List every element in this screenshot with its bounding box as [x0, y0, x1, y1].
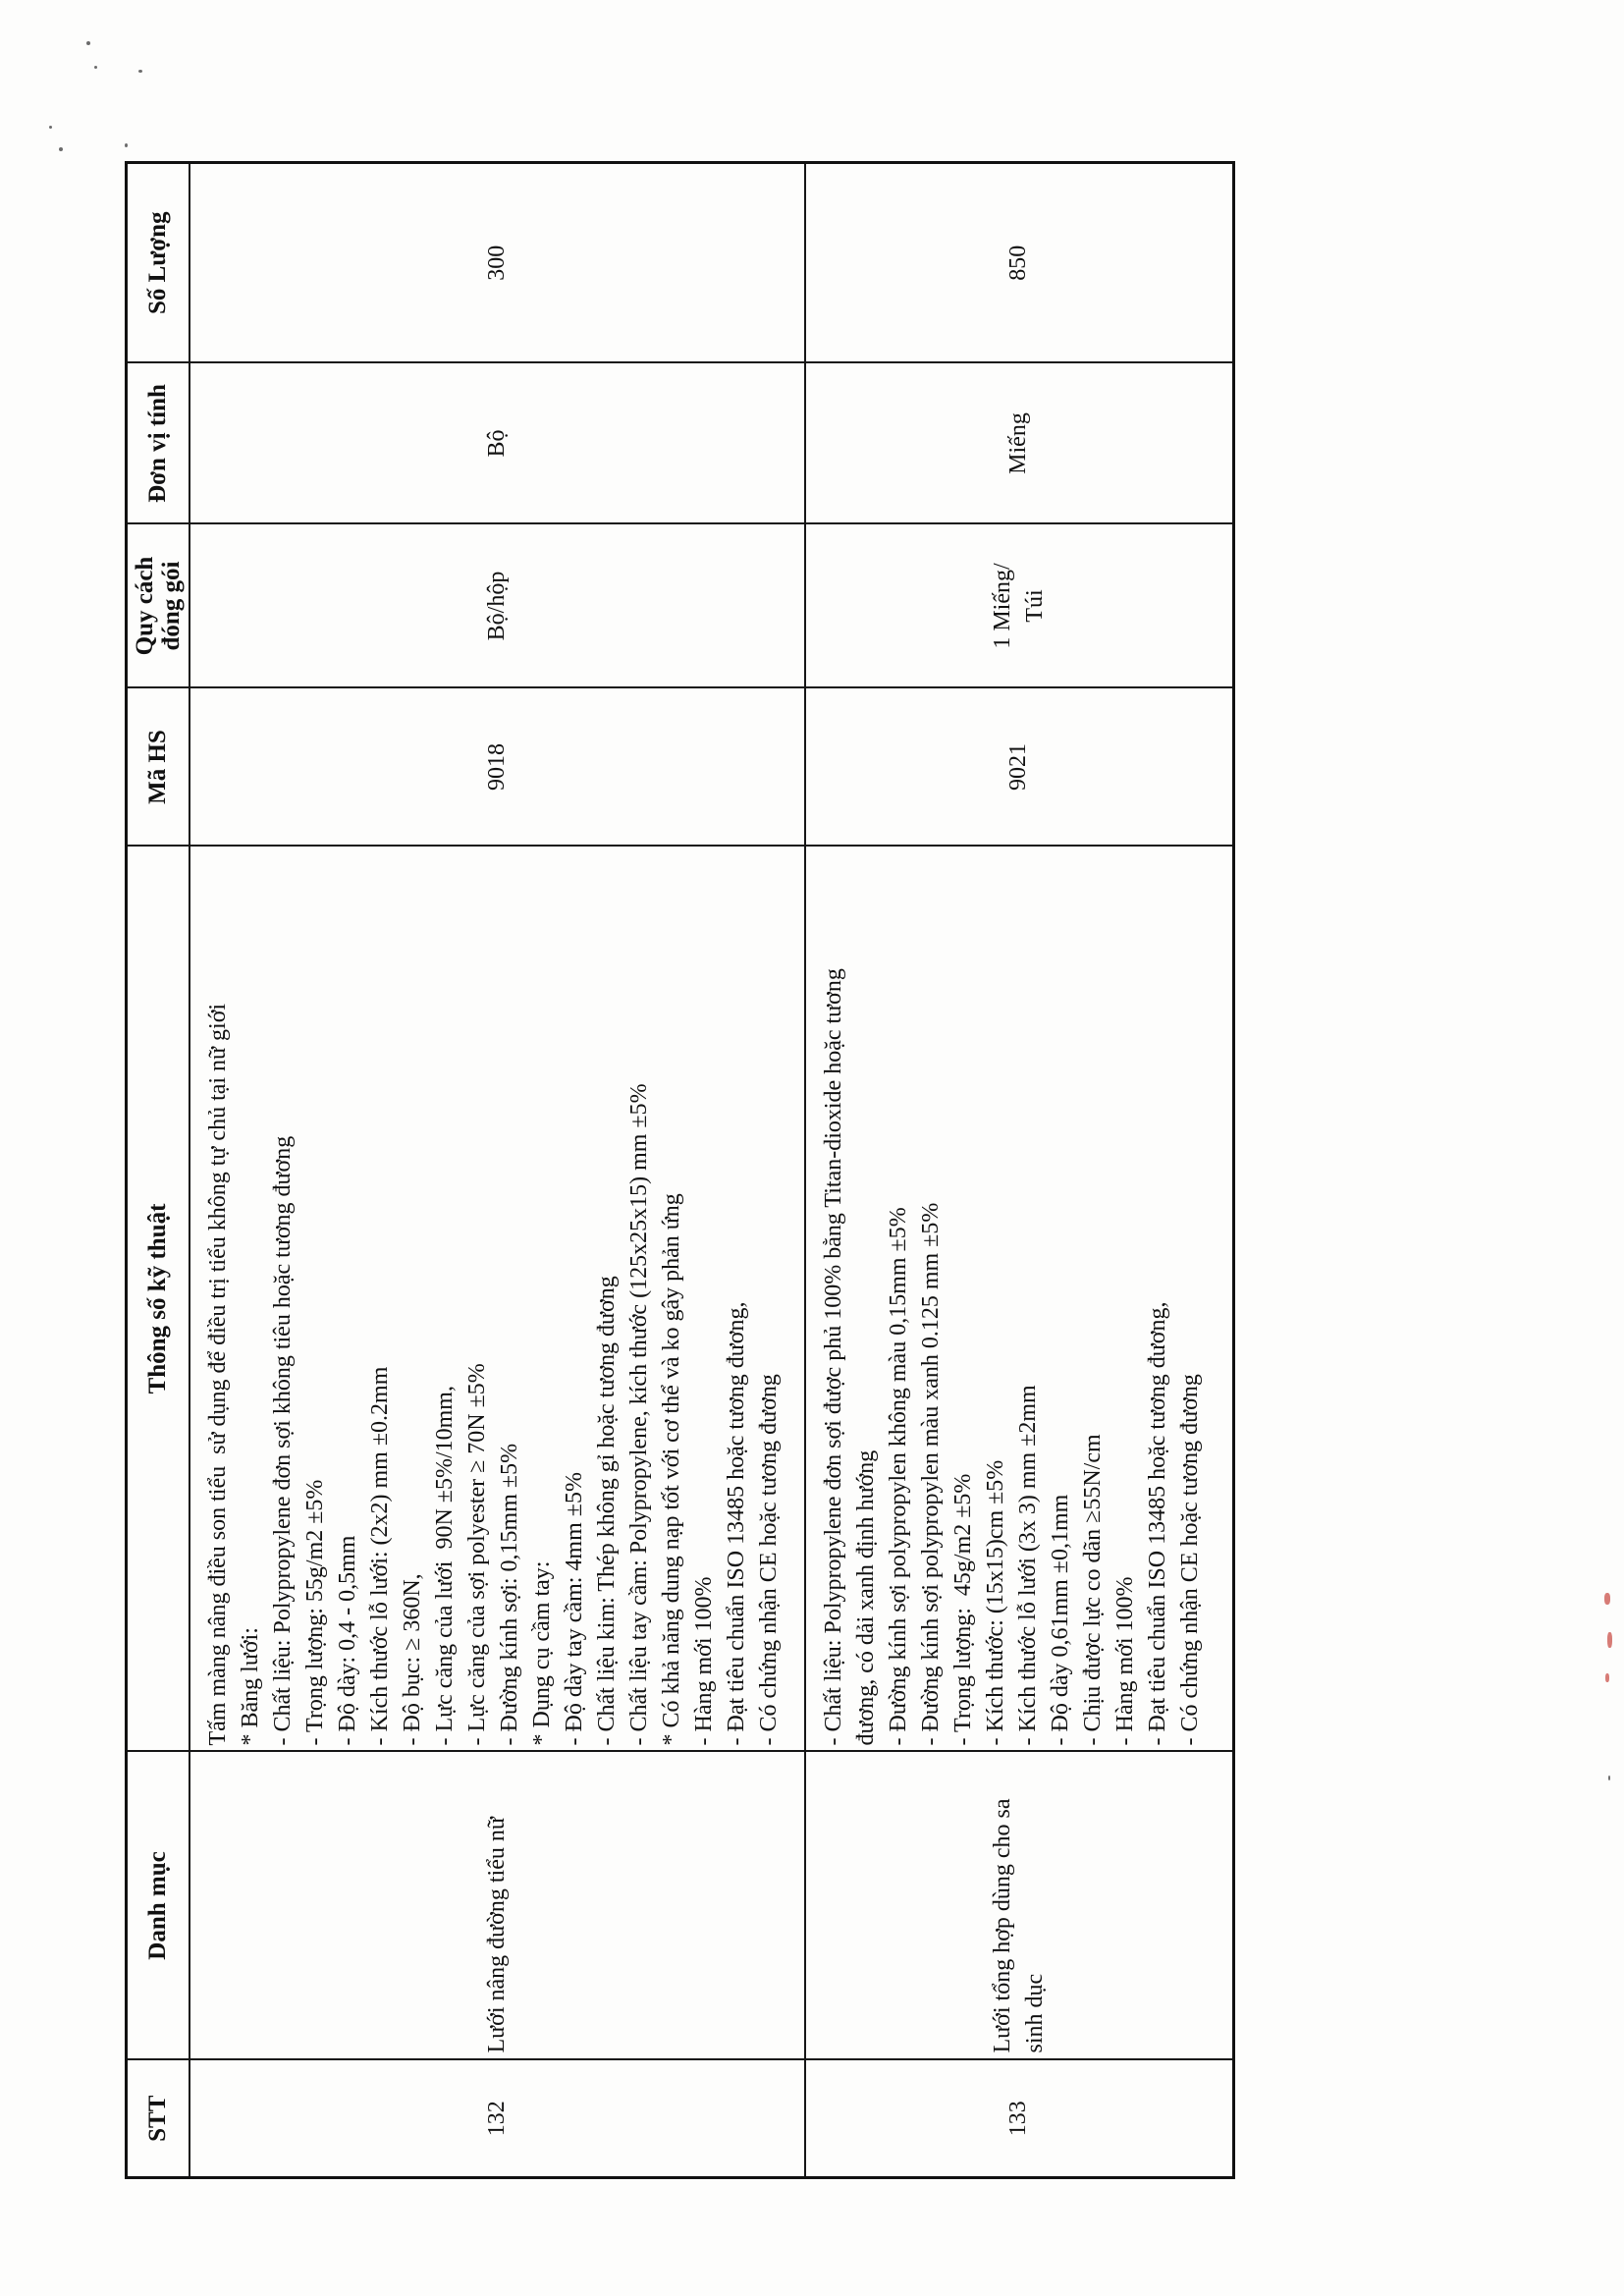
- spec-line: - Kích thước lỗ lưới (3x 3) mm ±2mm: [1014, 1385, 1041, 1746]
- spec-line: * Băng lưới:: [237, 1627, 263, 1746]
- spec-line: - Lực căng của lưới 90N ±5%/10mm,: [431, 1386, 458, 1746]
- spec-line: - Đạt tiêu chuẩn ISO 13485 hoặc tương đương,: [1144, 1301, 1170, 1746]
- scan-speck: [138, 70, 142, 73]
- cell-quy-cach-dong-goi: [805, 524, 1234, 688]
- spec-line: - Kích thước lỗ lưới: (2x2) mm ±0.2mm: [366, 1366, 393, 1746]
- scan-speck: [86, 41, 90, 45]
- spec-line: đương, có dải xanh định hướng: [852, 1449, 879, 1746]
- spec-line: - Đường kính sợi polypropylen màu xanh 0.125 mm ±5%: [917, 1202, 944, 1746]
- spec-line: - Đường kính sợi polypropylen không màu 0,15mm ±5%: [885, 1207, 911, 1746]
- header-quy-cach-dong-goi: [127, 524, 189, 688]
- spec-line: - Chịu được lực co dãn ≥55N/cm: [1079, 1434, 1106, 1746]
- cell-stt: 133: [805, 2060, 1234, 2178]
- spec-line: - Hàng mới 100%: [1111, 1576, 1138, 1746]
- spec-line: * Có khả năng dung nạp tốt với cơ thể và ko gây phản ứng: [658, 1193, 684, 1746]
- header-quy-cach-line: Quy cách: [131, 556, 158, 656]
- spec-line: - Độ bục: ≥ 360N,: [399, 1573, 425, 1746]
- danh-muc-line: Lưới tổng hợp dùng cho sa: [989, 1798, 1015, 2053]
- cell-stt: 132: [189, 2060, 805, 2178]
- scan-speck: [94, 66, 97, 69]
- table-header-row: [127, 163, 189, 2178]
- scan-mark: [1604, 1593, 1610, 1605]
- spec-line: - Độ dày tay cầm: 4mm ±5%: [561, 1472, 587, 1746]
- header-quy-cach-line: đóng gói: [157, 561, 185, 651]
- header-don-vi-tinh: Đơn vị tính: [127, 363, 189, 524]
- quy-cach-line: 1 Miếng/: [989, 563, 1015, 649]
- spec-line: - Hàng mới 100%: [690, 1576, 717, 1746]
- spec-line: - Chất liệu kim: Thép không gỉ hoặc tương đương: [593, 1276, 620, 1746]
- spec-line: - Độ dày 0,61mm ±0,1mm: [1047, 1494, 1073, 1746]
- spec-line: - Đạt tiêu chuẩn ISO 13485 hoặc tương đương,: [723, 1301, 749, 1746]
- spec-line: - Chất liệu: Polypropylene đơn sợi không tiêu hoặc tương đương: [269, 1135, 296, 1746]
- header-danh-muc: Danh mục: [127, 1752, 189, 2060]
- spec-line: - Kích thước: (15x15)cm ±5%: [982, 1459, 1008, 1746]
- header-so-luong: Số Lượng: [127, 163, 189, 363]
- scan-speck: [49, 126, 52, 129]
- cell-ma-hs: 9021: [805, 688, 1234, 847]
- scan-speck: [1608, 1776, 1610, 1780]
- header-stt: STT: [127, 2060, 189, 2178]
- cell-quy-cach-dong-goi: [189, 524, 805, 688]
- cell-thong-so-ky-thuat: [189, 847, 805, 1752]
- table-row: [805, 163, 1234, 2178]
- cell-so-luong: 850: [805, 163, 1234, 363]
- cell-ma-hs: 9018: [189, 688, 805, 847]
- cell-thong-so-ky-thuat: [805, 847, 1234, 1752]
- spec-line: * Dụng cụ cầm tay:: [528, 1560, 555, 1746]
- spec-line: Tấm màng nâng điều son tiểu sử dụng để điều trị tiểu không tự chủ tại nữ giới: [204, 1003, 231, 1746]
- table-row: [189, 163, 805, 2178]
- cell-don-vi-tinh: Miếng: [805, 363, 1234, 524]
- cell-so-luong: 300: [189, 163, 805, 363]
- scan-speck: [59, 147, 63, 151]
- quy-cach-line: Túi: [1021, 589, 1048, 623]
- cell-don-vi-tinh: Bộ: [189, 363, 805, 524]
- spec-line: - Chất liệu: Polypropylene đơn sợi được phủ 100% bằng Titan-dioxide hoặc tương: [820, 968, 846, 1746]
- scan-speck: [125, 143, 128, 147]
- rotated-table-wrapper: [125, 164, 1232, 2179]
- header-thong-so-ky-thuat: Thông số kỹ thuật: [127, 847, 189, 1752]
- scan-mark: [1605, 1673, 1609, 1682]
- spec-line: - Có chứng nhận CE hoặc tương đương: [1176, 1374, 1203, 1746]
- spec-line: - Có chứng nhận CE hoặc tương đương: [755, 1374, 782, 1746]
- spec-line: - Đường kính sợi: 0,15mm ±5%: [496, 1443, 522, 1746]
- spec-line: - Lực căng của sợi polyester ≥ 70N ±5%: [463, 1363, 490, 1746]
- cell-danh-muc: [805, 1752, 1234, 2060]
- spec-line: - Trọng lượng: 45g/m2 ±5%: [949, 1473, 976, 1746]
- header-ma-hs: Mã HS: [127, 688, 189, 847]
- spec-line: - Trọng lượng: 55g/m2 ±5%: [301, 1479, 328, 1746]
- specification-table: [125, 161, 1235, 2179]
- scan-mark: [1607, 1632, 1612, 1648]
- danh-muc-line: Lưới nâng đường tiểu nữ: [483, 1817, 510, 2053]
- spec-line: - Độ dày: 0,4 - 0,5mm: [334, 1535, 360, 1746]
- danh-muc-line: sinh dục: [1021, 1973, 1048, 2053]
- cell-danh-muc: [189, 1752, 805, 2060]
- spec-line: - Chất liệu tay cầm: Polypropylene, kích thước (125x25x15) mm ±5%: [625, 1083, 652, 1746]
- quy-cach-line: Bộ/hộp: [483, 571, 510, 641]
